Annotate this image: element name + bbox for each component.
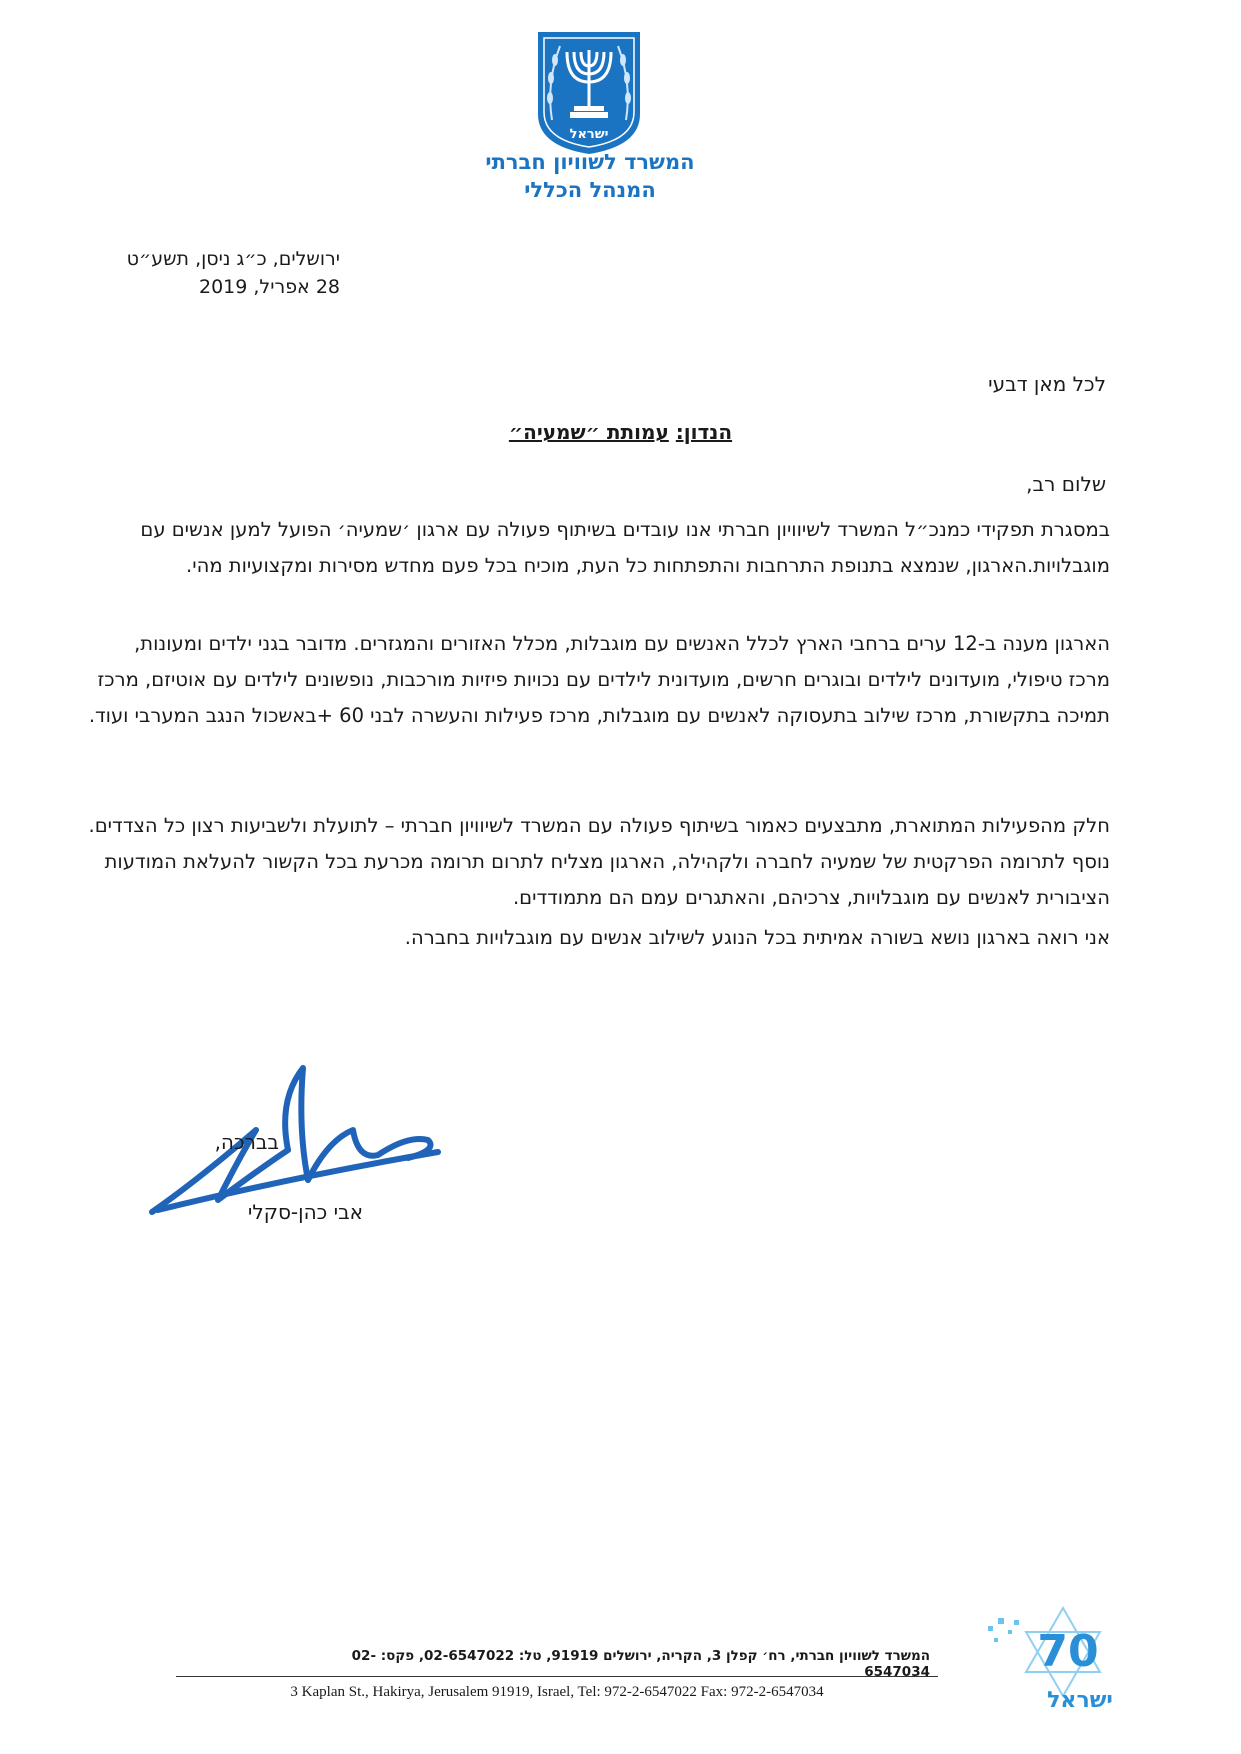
state-emblem-icon [534, 28, 644, 156]
paragraph-text: הארגון מענה ב-12 ערים ברחבי הארץ לכלל האנשים עם מוגבלות, מכלל האזורים והמגזרים. מדובר בגני ילדים ומעונות, מרכז טיפולי, מועדונים לילדים ובוגרים חרשים, מועדונית לילדים עם נכויות פיזיות מורכבות, נופשונים לילדים עם אוטיזם, מרכז תמיכה בתקשורת, מרכז שילוב בתעסוקה לאנשים עם מוגבלות, מרכז פעילות והעשרה לבני 60 +באשכול הנגב המערבי ועוד. [88, 632, 1110, 727]
subject-line [0, 420, 1241, 444]
body-paragraph-4 [88, 920, 1110, 956]
paragraph-text: חלק מהפעילות המתוארת, מתבצעים כאמור בשיתוף פעולה עם המשרד לשיוויון חברתי – לתועלת ולשביעות רצון כל הצדדים. נוסף לתרומה הפרקטית של שמעיה לחברה ולקהילה, הארגון מצליח לתרום תרומה מכרעת בכל הקשור להעלאת המודעות הציבורית לאנשים עם מוגבלויות, צרכיהם, והאתגרים עמם הם מתמודדים. [88, 814, 1110, 909]
body-paragraph-1 [88, 512, 1110, 584]
ministry-name: המשרד לשוויון חברתי [485, 150, 695, 174]
body-paragraph-3 [88, 808, 1110, 916]
anniversary-text: ישראל [1047, 1688, 1113, 1713]
paragraph-text: במסגרת תפקידי כמנכ״ל המשרד לשיוויון חברתי אנו עובדים בשיתוף פעולה עם ארגון ׳שמעיה׳ הפועל למען אנשים עם מוגבלויות.הארגון, שנמצא בתנופת התרחבות והתפתחות כל העת, מוכיח בכל פעם מחדש מסירות ומקצועיות מהי. [140, 518, 1110, 577]
signatory-name: אבי כהן-סקלי [247, 1200, 363, 1224]
footer-divider [176, 1676, 938, 1677]
hebrew-date: ירושלים, כ״ג ניסן, תשע״ט [126, 248, 340, 270]
footer-address-hebrew: המשרד לשוויון חברתי, רח׳ קפלן 3, הקריה, ירושלים 91919, טל: 02-6547022, פקס: 02-6547034 [351, 1648, 930, 1680]
paragraph-text: אני רואה בארגון נושא בשורה אמיתית בכל הנוגע לשילוב אנשים עם מוגבלויות בחברה. [404, 926, 1110, 949]
date-block [60, 245, 340, 301]
emblem-text: ישראל [569, 127, 609, 142]
signature-closing: בברכה, [214, 1130, 279, 1154]
svg-text:70: 70 [1037, 1626, 1099, 1677]
body-paragraph-2 [88, 626, 1110, 734]
subject-text: עמותת ״שמעיה״ [508, 420, 669, 444]
gregorian-date: 28 אפריל, 2019 [198, 276, 340, 298]
greeting: שלום רב, [1026, 472, 1106, 496]
subject-label: הנדון: [675, 420, 733, 444]
footer-address-english: 3 Kaplan St., Hakirya, Jerusalem 91919, Israel, Tel: 972-2-6547022 Fax: 972-2-6547034 [290, 1684, 824, 1700]
director-general-title: המנהל הכללי [524, 178, 656, 202]
addressee: לכל מאן דבעי [988, 372, 1106, 396]
